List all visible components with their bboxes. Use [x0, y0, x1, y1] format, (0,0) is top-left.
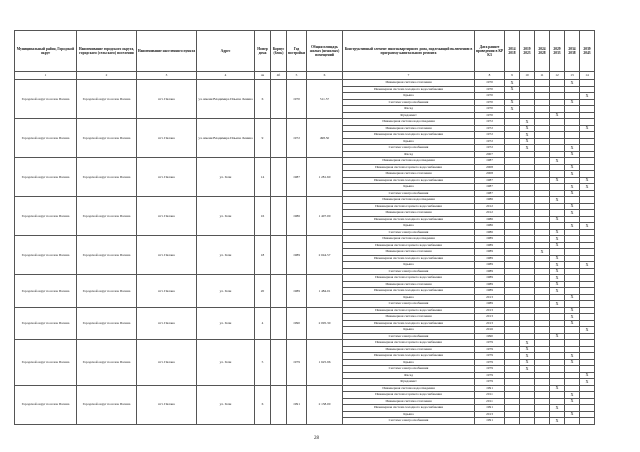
- locality-cell: пгт. Палана: [137, 340, 197, 386]
- build-year-cell: 1970: [287, 80, 307, 119]
- element-name-cell: Инженерная система холодного водоснабжения: [343, 132, 475, 139]
- building-block-cell: [271, 119, 287, 158]
- element-name-cell: Инженерная система водоотведения: [343, 236, 475, 243]
- element-name-cell: Система электроснабжения: [343, 190, 475, 197]
- column-header: Конструктивный элемент многоквартирного дома, подлежащий включению в программу капитального ремонта: [343, 31, 475, 72]
- address-cell: ул. Гели: [197, 340, 255, 386]
- period-cell: X: [520, 340, 535, 347]
- build-year-cell: 1990: [287, 307, 307, 340]
- element-name-cell: Инженерная система отопления: [343, 398, 475, 405]
- column-header: 2024 2028: [535, 31, 550, 72]
- period-cell: X: [520, 145, 535, 152]
- build-year-cell: 1989: [287, 275, 307, 308]
- repair-date-cell: 1970: [475, 106, 505, 113]
- address-cell: ул. имени Владимира Ильича Ленина: [197, 80, 255, 119]
- repair-date-cell: 1970: [475, 80, 505, 87]
- column-number: 4: [197, 72, 255, 80]
- column-number: 4а: [255, 72, 271, 80]
- period-cell: X: [580, 262, 595, 269]
- period-cell: X: [520, 119, 535, 126]
- building-block-cell: [271, 307, 287, 340]
- period-cell: X: [550, 268, 565, 275]
- repair-date-cell: 1989: [475, 249, 505, 256]
- locality-cell: пгт. Палана: [137, 385, 197, 424]
- house-number-cell: 9: [255, 119, 271, 158]
- column-header: Наименование городского округа, городского (сельского) поселения: [77, 31, 137, 72]
- element-name-cell: Крыша: [343, 93, 475, 100]
- repair-date-cell: 1972: [475, 138, 505, 145]
- district-cell: Городской округ поселок Палана: [15, 340, 77, 386]
- element-name-cell: Крыша: [343, 223, 475, 230]
- period-cell: X: [580, 379, 595, 386]
- period-cell: X: [580, 184, 595, 191]
- element-name-cell: Инженерная система отопления: [343, 314, 475, 321]
- element-name-cell: Инженерная система отопления: [343, 346, 475, 353]
- period-cell: X: [550, 158, 565, 165]
- element-name-cell: Система электроснабжения: [343, 366, 475, 373]
- locality-cell: пгт. Палана: [137, 236, 197, 275]
- element-name-cell: Инженерная система отопления: [343, 281, 475, 288]
- period-cell: X: [520, 138, 535, 145]
- period-cell: X: [505, 86, 520, 93]
- repair-date-cell: 1987: [475, 184, 505, 191]
- column-header: Общая площадь жилых (нежилых) помещений: [307, 31, 343, 72]
- period-cell: X: [550, 216, 565, 223]
- district-cell: Городской округ поселок Палана: [15, 236, 77, 275]
- building-block-cell: [271, 197, 287, 236]
- element-name-cell: Система электроснабжения: [343, 99, 475, 106]
- period-cell: [580, 418, 595, 425]
- period-cell: X: [550, 281, 565, 288]
- element-name-cell: Крыша: [343, 138, 475, 145]
- total-area-cell: 1 625.96: [307, 340, 343, 386]
- column-number-row: [15, 72, 595, 80]
- building-block-cell: [271, 236, 287, 275]
- period-cell: [565, 418, 580, 425]
- element-name-cell: Крыша: [343, 262, 475, 269]
- address-cell: ул. имени Владимира Ильича Ленина: [197, 119, 255, 158]
- period-cell: X: [565, 80, 580, 87]
- period-cell: X: [550, 301, 565, 308]
- header-row: [15, 31, 595, 72]
- period-cell: X: [565, 320, 580, 327]
- element-name-cell: Инженерная система горячего водоснабжения: [343, 242, 475, 249]
- repair-date-cell: 1989: [475, 281, 505, 288]
- element-name-cell: Инженерная система холодного водоснабжения: [343, 320, 475, 327]
- building-block-cell: [271, 385, 287, 424]
- repair-date-cell: 1972: [475, 119, 505, 126]
- house-number-cell: 5: [255, 340, 271, 386]
- element-name-cell: Инженерная система горячего водоснабжения: [343, 164, 475, 171]
- column-number: 5: [287, 72, 307, 80]
- element-name-cell: Фасад: [343, 151, 475, 158]
- table-body: [15, 80, 595, 425]
- period-cell: X: [550, 229, 565, 236]
- period-cell: X: [565, 411, 580, 418]
- total-area-cell: 511.57: [307, 80, 343, 119]
- repair-date-cell: 1970: [475, 86, 505, 93]
- element-name-cell: Система электроснабжения: [343, 301, 475, 308]
- period-cell: X: [565, 294, 580, 301]
- period-cell: X: [565, 359, 580, 366]
- period-cell: X: [550, 236, 565, 243]
- element-name-cell: Инженерная система отопления: [343, 210, 475, 217]
- repair-date-cell: 2008: [475, 171, 505, 178]
- element-name-cell: Крыша: [343, 411, 475, 418]
- settlement-cell: Городской округ поселок Палана: [77, 340, 137, 386]
- element-name-cell: Инженерная система отопления: [343, 80, 475, 87]
- address-cell: ул. Гели: [197, 158, 255, 197]
- address-cell: ул. Гели: [197, 236, 255, 275]
- repair-date-cell: 1991: [475, 405, 505, 412]
- locality-cell: пгт. Палана: [137, 307, 197, 340]
- element-name-cell: Крыша: [343, 294, 475, 301]
- repair-date-cell: 1989: [475, 255, 505, 262]
- column-header: 2019 2023: [520, 31, 535, 72]
- repair-date-cell: 1979: [475, 353, 505, 360]
- house-number-cell: 18: [255, 236, 271, 275]
- district-cell: Городской округ поселок Палана: [15, 197, 77, 236]
- element-name-cell: Система электроснабжения: [343, 418, 475, 425]
- repair-date-cell: 1972: [475, 132, 505, 139]
- period-cell: X: [520, 132, 535, 139]
- repair-date-cell: 1989: [475, 268, 505, 275]
- total-area-cell: 1 407.00: [307, 197, 343, 236]
- program-table-sheet: [14, 30, 595, 425]
- column-number: 11: [535, 72, 550, 80]
- period-cell: X: [580, 372, 595, 379]
- repair-date-cell: 1986: [475, 197, 505, 204]
- column-header: Муниципальный район, Городской округ: [15, 31, 77, 72]
- repair-date-cell: 1987: [475, 177, 505, 184]
- build-year-cell: 1989: [287, 236, 307, 275]
- column-header: Год постройки: [287, 31, 307, 72]
- element-name-cell: Крыша: [343, 327, 475, 334]
- element-name-cell: Фундамент: [343, 112, 475, 119]
- address-cell: ул. Гели: [197, 275, 255, 308]
- element-name-cell: Инженерная система отопления: [343, 125, 475, 132]
- period-cell: X: [550, 333, 565, 340]
- settlement-cell: Городской округ поселок Палана: [77, 119, 137, 158]
- period-cell: [535, 418, 550, 425]
- settlement-cell: Городской округ поселок Палана: [77, 275, 137, 308]
- element-name-cell: Фундамент: [343, 379, 475, 386]
- period-cell: X: [565, 353, 580, 360]
- repair-date-cell: 1979: [475, 379, 505, 386]
- period-cell: X: [565, 184, 580, 191]
- period-cell: [505, 418, 520, 425]
- district-cell: Городской округ поселок Палана: [15, 307, 77, 340]
- period-cell: X: [580, 125, 595, 132]
- period-cell: X: [550, 385, 565, 392]
- total-area-cell: 1 484.01: [307, 275, 343, 308]
- element-name-cell: Фасад: [343, 106, 475, 113]
- period-cell: X: [550, 418, 565, 425]
- repair-date-cell: 2013: [475, 314, 505, 321]
- house-number-cell: 16: [255, 197, 271, 236]
- column-header: 2014 2018: [505, 31, 520, 72]
- repair-date-cell: 2007: [475, 151, 505, 158]
- build-year-cell: 1991: [287, 385, 307, 424]
- repair-date-cell: 2011: [475, 398, 505, 405]
- repair-date-cell: 1970: [475, 99, 505, 106]
- period-cell: X: [565, 164, 580, 171]
- repair-date-cell: 1987: [475, 158, 505, 165]
- period-cell: X: [505, 99, 520, 106]
- settlement-cell: Городской округ поселок Палана: [77, 80, 137, 119]
- period-cell: X: [520, 353, 535, 360]
- period-cell: X: [565, 203, 580, 210]
- element-name-cell: Инженерная система горячего водоснабжения: [343, 275, 475, 282]
- repair-date-cell: 1991: [475, 418, 505, 425]
- period-cell: X: [550, 197, 565, 204]
- repair-date-cell: 1989: [475, 242, 505, 249]
- build-year-cell: 1986: [287, 197, 307, 236]
- repair-date-cell: 1970: [475, 112, 505, 119]
- repair-date-cell: 2013: [475, 307, 505, 314]
- building-block-cell: [271, 80, 287, 119]
- element-name-cell: Инженерная система горячего водоснабжения: [343, 307, 475, 314]
- period-cell: X: [550, 112, 565, 119]
- column-number: 14: [580, 72, 595, 80]
- period-cell: X: [505, 80, 520, 87]
- repair-date-cell: 1987: [475, 190, 505, 197]
- element-name-cell: Инженерная система холодного водоснабжения: [343, 177, 475, 184]
- element-name-cell: Инженерная система водоотведения: [343, 197, 475, 204]
- repair-date-cell: 1972: [475, 125, 505, 132]
- building-block-cell: [271, 158, 287, 197]
- period-cell: X: [565, 223, 580, 230]
- settlement-cell: Городской округ поселок Палана: [77, 385, 137, 424]
- column-number: 12: [550, 72, 565, 80]
- repair-date-cell: 1979: [475, 372, 505, 379]
- repair-date-cell: 2012: [475, 210, 505, 217]
- repair-date-cell: 1986: [475, 216, 505, 223]
- repair-date-cell: 2013: [475, 320, 505, 327]
- period-cell: X: [505, 106, 520, 113]
- locality-cell: пгт. Палана: [137, 197, 197, 236]
- column-header: 2039 2043: [580, 31, 595, 72]
- repair-date-cell: 1979: [475, 366, 505, 373]
- element-name-cell: Инженерная система холодного водоснабжения: [343, 288, 475, 295]
- period-cell: X: [565, 210, 580, 217]
- district-cell: Городской округ поселок Палана: [15, 80, 77, 119]
- element-name-cell: Крыша: [343, 359, 475, 366]
- repair-date-cell: 1989: [475, 275, 505, 282]
- repair-date-cell: 1989: [475, 301, 505, 308]
- settlement-cell: Городской округ поселок Палана: [77, 158, 137, 197]
- period-cell: X: [565, 398, 580, 405]
- period-cell: X: [550, 262, 565, 269]
- district-cell: Городской округ поселок Палана: [15, 385, 77, 424]
- element-name-cell: Инженерная система холодного водоснабжения: [343, 405, 475, 412]
- district-cell: Городской округ поселок Палана: [15, 119, 77, 158]
- element-name-cell: Система электроснабжения: [343, 145, 475, 152]
- repair-date-cell: 1979: [475, 346, 505, 353]
- period-cell: X: [535, 249, 550, 256]
- repair-date-cell: 1979: [475, 359, 505, 366]
- build-year-cell: 1972: [287, 119, 307, 158]
- period-cell: X: [565, 99, 580, 106]
- column-number: 9: [505, 72, 520, 80]
- total-area-cell: 2 095.30: [307, 307, 343, 340]
- period-cell: X: [565, 190, 580, 197]
- column-number: 2: [77, 72, 137, 80]
- locality-cell: пгт. Палана: [137, 119, 197, 158]
- build-year-cell: 1979: [287, 340, 307, 386]
- house-number-cell: 6: [255, 385, 271, 424]
- column-header: Номер дома: [255, 31, 271, 72]
- table-header: [15, 31, 595, 80]
- repair-date-cell: 1989: [475, 236, 505, 243]
- element-name-cell: Крыша: [343, 184, 475, 191]
- house-number-cell: 14: [255, 158, 271, 197]
- repair-date-cell: 2008: [475, 164, 505, 171]
- locality-cell: пгт. Палана: [137, 80, 197, 119]
- build-year-cell: 1987: [287, 158, 307, 197]
- column-number: 8: [475, 72, 505, 80]
- element-name-cell: Инженерная система холодного водоснабжения: [343, 216, 475, 223]
- column-header: Наименование населенного пункта: [137, 31, 197, 72]
- period-cell: X: [550, 275, 565, 282]
- element-name-cell: Инженерная система водоотведения: [343, 119, 475, 126]
- column-header: 2029 2033: [550, 31, 565, 72]
- period-cell: X: [520, 125, 535, 132]
- element-name-cell: Инженерная система горячего водоснабжения: [343, 340, 475, 347]
- repair-date-cell: 2016: [475, 327, 505, 334]
- repair-date-cell: 1986: [475, 223, 505, 230]
- period-cell: X: [580, 93, 595, 100]
- total-area-cell: 2 138.00: [307, 385, 343, 424]
- locality-cell: пгт. Палана: [137, 158, 197, 197]
- building-block-cell: [271, 275, 287, 308]
- element-name-cell: Инженерная система холодного водоснабжения: [343, 86, 475, 93]
- column-header: 2034 2038: [565, 31, 580, 72]
- address-cell: ул. Гели: [197, 385, 255, 424]
- district-cell: Городской округ поселок Палана: [15, 275, 77, 308]
- locality-cell: пгт. Палана: [137, 275, 197, 308]
- column-header: Корпус (блок): [271, 31, 287, 72]
- period-cell: X: [565, 307, 580, 314]
- column-number: 4б: [271, 72, 287, 80]
- total-area-cell: 1 281.60: [307, 158, 343, 197]
- total-area-cell: 498.50: [307, 119, 343, 158]
- column-number: 7: [343, 72, 475, 80]
- repair-date-cell: 1989: [475, 262, 505, 269]
- element-name-cell: Инженерная система водоотведения: [343, 385, 475, 392]
- repair-date-cell: 2012: [475, 203, 505, 210]
- repair-date-cell: 1986: [475, 229, 505, 236]
- element-name-cell: Инженерная система холодного водоснабжения: [343, 255, 475, 262]
- element-name-cell: Инженерная система водоотведения: [343, 158, 475, 165]
- repair-date-cell: 2013: [475, 411, 505, 418]
- element-name-cell: Система электроснабжения: [343, 229, 475, 236]
- column-number: 3: [137, 72, 197, 80]
- period-cell: X: [520, 346, 535, 353]
- repair-date-cell: 1989: [475, 288, 505, 295]
- address-cell: ул. Гели: [197, 307, 255, 340]
- element-name-cell: Инженерная система холодного водоснабжения: [343, 353, 475, 360]
- repair-date-cell: 1970: [475, 93, 505, 100]
- element-name-cell: Система электроснабжения: [343, 333, 475, 340]
- column-number: 6: [307, 72, 343, 80]
- period-cell: X: [580, 177, 595, 184]
- repair-date-cell: 1972: [475, 145, 505, 152]
- settlement-cell: Городской округ поселок Палана: [77, 236, 137, 275]
- house-number-cell: 6: [255, 80, 271, 119]
- period-cell: X: [520, 366, 535, 373]
- column-header: Дата раннее проведения в КР КЗ: [475, 31, 505, 72]
- column-number: 10: [520, 72, 535, 80]
- element-name-cell: Фасад: [343, 372, 475, 379]
- column-number: 13: [565, 72, 580, 80]
- repair-date-cell: 1979: [475, 340, 505, 347]
- repair-date-cell: 2013: [475, 294, 505, 301]
- repair-date-cell: 1990: [475, 333, 505, 340]
- period-cell: X: [550, 242, 565, 249]
- district-cell: Городской округ поселок Палана: [15, 158, 77, 197]
- element-name-cell: Инженерная система отопления: [343, 249, 475, 256]
- element-name-cell: Инженерная система горячего водоснабжения: [343, 203, 475, 210]
- program-table: [14, 30, 595, 425]
- settlement-cell: Городской округ поселок Палана: [77, 307, 137, 340]
- address-cell: ул. Гели: [197, 197, 255, 236]
- period-cell: [520, 418, 535, 425]
- house-number-cell: 20: [255, 275, 271, 308]
- period-cell: X: [565, 314, 580, 321]
- element-name-cell: Инженерная система отопления: [343, 171, 475, 178]
- element-name-cell: Система электроснабжения: [343, 268, 475, 275]
- column-number: 1: [15, 72, 77, 80]
- page-number: 28: [314, 436, 319, 441]
- period-cell: X: [520, 359, 535, 366]
- period-cell: X: [565, 151, 580, 158]
- period-cell: X: [550, 255, 565, 262]
- column-header: Адрес: [197, 31, 255, 72]
- period-cell: X: [565, 171, 580, 178]
- total-area-cell: 2 044.57: [307, 236, 343, 275]
- repair-date-cell: 1991: [475, 385, 505, 392]
- period-cell: X: [550, 177, 565, 184]
- period-cell: X: [580, 327, 595, 334]
- house-number-cell: 4: [255, 307, 271, 340]
- building-block-cell: [271, 340, 287, 386]
- period-cell: X: [565, 145, 580, 152]
- period-cell: X: [550, 288, 565, 295]
- repair-date-cell: 2011: [475, 392, 505, 399]
- settlement-cell: Городской округ поселок Палана: [77, 197, 137, 236]
- period-cell: X: [550, 405, 565, 412]
- period-cell: X: [580, 223, 595, 230]
- period-cell: X: [565, 392, 580, 399]
- element-name-cell: Инженерная система горячего водоснабжения: [343, 392, 475, 399]
